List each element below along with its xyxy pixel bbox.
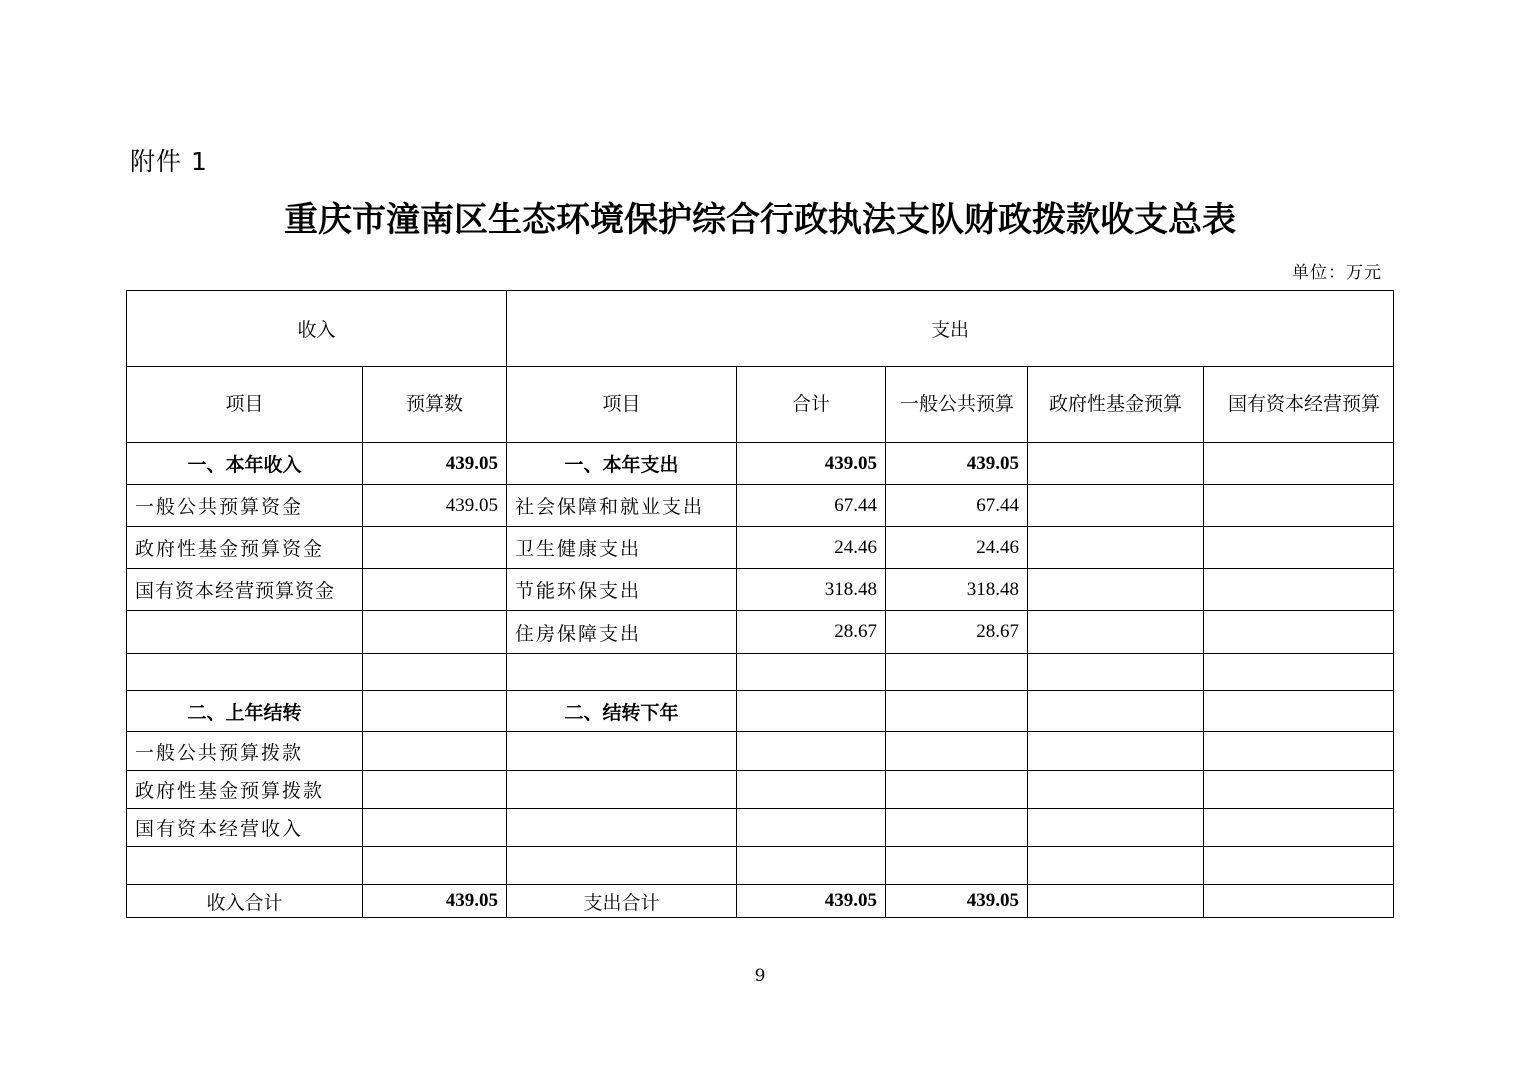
cell [363, 569, 507, 611]
cell [363, 732, 507, 771]
cell [1028, 809, 1204, 847]
cell [363, 809, 507, 847]
cell: 一般公共预算拨款 [127, 732, 363, 771]
cell [127, 654, 363, 691]
cell [507, 654, 737, 691]
cell [1028, 443, 1204, 485]
cell: 439.05 [886, 443, 1028, 485]
col-fund: 政府性基金预算 [1028, 367, 1204, 443]
cell: 政府性基金预算拨款 [127, 771, 363, 809]
cell: 28.67 [886, 611, 1028, 654]
cell [363, 691, 507, 732]
cell: 节能环保支出 [507, 569, 737, 611]
table-row [127, 732, 1394, 771]
cell [1028, 847, 1204, 885]
cell [127, 847, 363, 885]
table-row [127, 809, 1394, 847]
cell: 67.44 [737, 485, 886, 527]
cell [737, 809, 886, 847]
cell [1204, 771, 1394, 809]
cell [886, 732, 1028, 771]
col-general: 一般公共预算 [886, 367, 1028, 443]
table-row [127, 485, 1394, 527]
table-row [127, 443, 1394, 485]
col-total: 合计 [737, 367, 886, 443]
expense-header: 支出 [507, 291, 1394, 367]
cell: 318.48 [886, 569, 1028, 611]
cell: 二、上年结转 [127, 691, 363, 732]
cell [363, 527, 507, 569]
cell: 439.05 [363, 443, 507, 485]
cell: 439.05 [737, 885, 886, 918]
cell [737, 847, 886, 885]
page-title: 重庆市潼南区生态环境保护综合行政执法支队财政拨款收支总表 [284, 200, 1236, 240]
cell [507, 809, 737, 847]
cell: 318.48 [737, 569, 886, 611]
table-row [127, 569, 1394, 611]
table-row [127, 611, 1394, 654]
cell [127, 611, 363, 654]
cell [363, 611, 507, 654]
table-subheader-row [127, 367, 1394, 443]
cell [507, 847, 737, 885]
cell [1028, 654, 1204, 691]
budget-table [126, 290, 1394, 918]
cell [363, 771, 507, 809]
cell: 收入合计 [127, 885, 363, 918]
cell [1028, 691, 1204, 732]
cell: 支出合计 [507, 885, 737, 918]
cell: 住房保障支出 [507, 611, 737, 654]
cell [886, 809, 1028, 847]
col-item-2: 项目 [507, 367, 737, 443]
cell [1028, 485, 1204, 527]
cell [1028, 732, 1204, 771]
unit-label: 单位：万元 [1292, 263, 1382, 283]
table-row [127, 771, 1394, 809]
page-number: 9 [754, 966, 766, 986]
cell [1204, 527, 1394, 569]
cell [1204, 691, 1394, 732]
cell [363, 654, 507, 691]
cell [1204, 847, 1394, 885]
cell [737, 691, 886, 732]
cell: 439.05 [363, 485, 507, 527]
cell [737, 654, 886, 691]
cell [1204, 611, 1394, 654]
cell [1028, 569, 1204, 611]
cell [363, 847, 507, 885]
cell [1204, 732, 1394, 771]
cell [886, 654, 1028, 691]
cell [737, 732, 886, 771]
cell [507, 732, 737, 771]
cell [1204, 809, 1394, 847]
cell: 社会保障和就业支出 [507, 485, 737, 527]
cell: 439.05 [363, 885, 507, 918]
cell: 一般公共预算资金 [127, 485, 363, 527]
cell: 一、本年收入 [127, 443, 363, 485]
cell [507, 771, 737, 809]
col-state: 国有资本经营预算 [1204, 367, 1394, 443]
cell: 一、本年支出 [507, 443, 737, 485]
cell [1204, 569, 1394, 611]
cell: 67.44 [886, 485, 1028, 527]
cell [1028, 611, 1204, 654]
cell [1028, 527, 1204, 569]
cell [1204, 885, 1394, 918]
col-item: 项目 [127, 367, 363, 443]
table-header-row [127, 291, 1394, 367]
table-row [127, 654, 1394, 691]
cell [886, 691, 1028, 732]
cell: 政府性基金预算资金 [127, 527, 363, 569]
cell: 439.05 [737, 443, 886, 485]
cell: 24.46 [886, 527, 1028, 569]
cell: 439.05 [886, 885, 1028, 918]
cell [1028, 885, 1204, 918]
table-row [127, 847, 1394, 885]
col-budget-num: 预算数 [363, 367, 507, 443]
cell [1204, 443, 1394, 485]
table-row [127, 527, 1394, 569]
cell: 28.67 [737, 611, 886, 654]
cell: 国有资本经营收入 [127, 809, 363, 847]
cell [1028, 771, 1204, 809]
cell [886, 847, 1028, 885]
cell: 二、结转下年 [507, 691, 737, 732]
table-row [127, 691, 1394, 732]
cell: 卫生健康支出 [507, 527, 737, 569]
cell [1204, 485, 1394, 527]
cell [1204, 654, 1394, 691]
table-total-row [127, 885, 1394, 918]
attachment-label: 附件 1 [130, 147, 208, 176]
cell [737, 771, 886, 809]
cell [886, 771, 1028, 809]
income-header: 收入 [127, 291, 507, 367]
cell: 24.46 [737, 527, 886, 569]
cell: 国有资本经营预算资金 [127, 569, 363, 611]
